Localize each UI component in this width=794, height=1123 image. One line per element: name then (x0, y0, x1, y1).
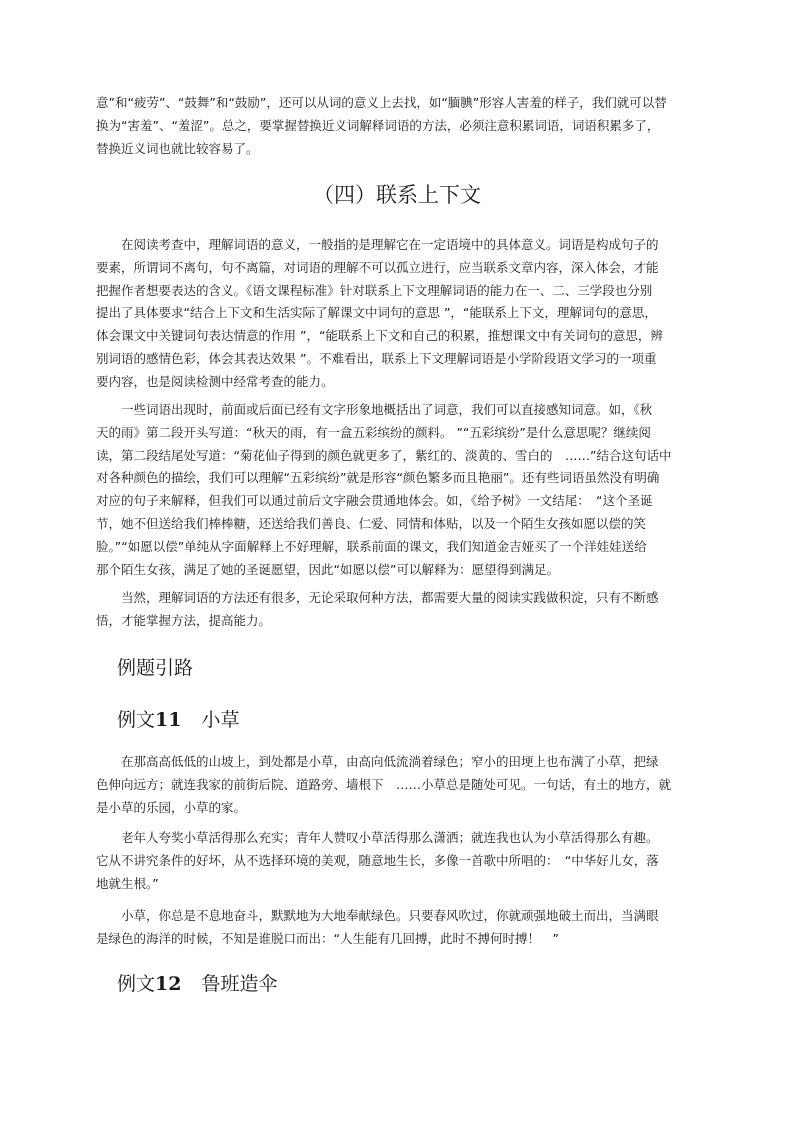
example-prefix: 例文 (117, 973, 156, 995)
text-line: 意”和“疲劳”、“鼓舞”和“鼓励”，还可以从词的意义上去找，如“腼腆”形容人害羞的样子，我们就可以替 (96, 95, 667, 110)
text-line: 提出了具体要求“结合上下文和生活实际了解课文中词句的意思 ”，“能联系上下文，理解词句的意思， (96, 305, 657, 321)
text-line: 脸。”“如愿以偿”单纯从字面解释上不好理解，联系前面的课文，我们知道金吉娅买了一个洋娃娃送给 (96, 538, 647, 554)
text-line: 在阅读考查中，理解词语的意义，一般指的是理解它在一定语境中的具体意义。词语是构成句子的 (96, 237, 659, 252)
example-number: 12 (155, 973, 182, 995)
text-line: 对应的句子来解释，但我们可以通过前后文字融会贯通地体会。如，《给予树》一文结尾： “这个圣诞 (96, 493, 653, 509)
text-line: 要内容，也是阅读检测中经常考查的能力。 (96, 373, 334, 389)
text-line: 换为“害羞”、“羞涩”。总之，要掌握替换近义词解释词语的方法，必须注意积累词语，词语积累多了， (96, 117, 660, 133)
text-line: 色伸向远方；就连我家的前街后院、道路旁、墙根下 ……小草总是随处可见。一句话，有土的地方，就 (96, 776, 672, 792)
paragraph-conclusion (96, 587, 698, 633)
example-12-heading (117, 970, 277, 998)
text-line: 在那高高低低的山坡上，到处都是小草，由高向低流淌着绿色；窄小的田埂上也布满了小草，把绿 (96, 754, 659, 769)
text-line: 替换近义词也就比较容易了。 (96, 140, 259, 156)
text-line: 把握作者想要表达的含义。《语文课程标准》针对联系上下文理解词语的能力在一、二、三学段也分别 (96, 282, 653, 298)
text-line: 别词语的感情色彩，体会其表达效果 ”。不难看出，联系上下文理解词语是小学阶段语文学习的一项重 (96, 350, 657, 366)
text-line: 小草，你总是不息地奋斗，默默地为大地奉献绿色。只要春风吹过，你就顽强地破土而出，当满眼 (96, 908, 659, 923)
text-line: 它从不讲究条件的好坏，从不选择环境的美观，随意地生长，多像一首歌中所唱的： “中华好儿女，落 (96, 852, 659, 868)
text-line: 体会课文中关键词句表达情意的作用 ”，“能联系上下文和自己的积累，推想课文中有关词句的意思，辨 (96, 328, 663, 344)
text-line: 是小草的乐园，小草的家。 (96, 799, 247, 815)
text-line: 地就生根。” (96, 875, 159, 891)
example-title: 小草 (201, 709, 240, 731)
text-line: 要素，所谓词不离句，句不离篇，对词语的理解不可以孤立进行，应当联系文章内容，深入体会，才能 (96, 259, 659, 275)
example-title: 鲁班造伞 (201, 973, 278, 995)
paragraph-context-overview (96, 234, 698, 394)
text-line: 节，她不但送给我们棒棒糖，还送给我们善良、仁爱、同情和体贴，以及一个陌生女孩如愿以偿的笑 (96, 515, 647, 531)
text-line: 悟，才能掌握方法，提高能力。 (96, 612, 272, 628)
example-heading: 例题引路 (117, 657, 194, 679)
paragraph-examples (96, 399, 698, 581)
intro-paragraph (96, 92, 698, 160)
example-11-paragraph (96, 827, 698, 895)
example-number: 11 (155, 709, 182, 731)
example-prefix: 例文 (117, 709, 156, 731)
text-line: 对各种颜色的描绘，我们可以理解“五彩缤纷”就是形容“颜色繁多而且艳丽”。还有些词语虽然没有明确 (96, 470, 660, 486)
text-line: 那个陌生女孩，满足了她的圣诞愿望，因此“如愿以偿”可以解释为：愿望得到满足。 (96, 561, 559, 577)
text-line: 读，第二段结尾处写道：“菊花仙子得到的颜色就更多了，紫红的、淡黄的、雪白的 ……”结合这句话中 (96, 447, 672, 463)
example-11-paragraph (96, 751, 698, 819)
text-line: 天的雨》第二段开头写道：“秋天的雨，有一盒五彩缤纷的颜料。 ”“五彩缤纷”是什么意思呢？继续阅 (96, 424, 651, 440)
section-title: （四）联系上下文 (313, 183, 481, 207)
text-line: 当然，理解词语的方法还有很多，无论采取何种方法，都需要大量的阅读实践做积淀，只有不断感 (96, 590, 659, 605)
example-11-paragraph (96, 905, 698, 951)
example-11-heading (117, 706, 239, 734)
text-line: 是绿色的海洋的时候，不知是谁脱口而出：“人生能有几回搏，此时不搏何时搏！ ” (96, 930, 559, 946)
text-line: 一些词语出现时，前面或后面已经有文字形象地概括出了词意，我们可以直接感知词意。如，《秋 (96, 402, 653, 417)
text-line: 老年人夸奖小草活得那么充实；青年人赞叹小草活得那么潇洒；就连我也认为小草活得那么有趣。 (96, 830, 659, 845)
